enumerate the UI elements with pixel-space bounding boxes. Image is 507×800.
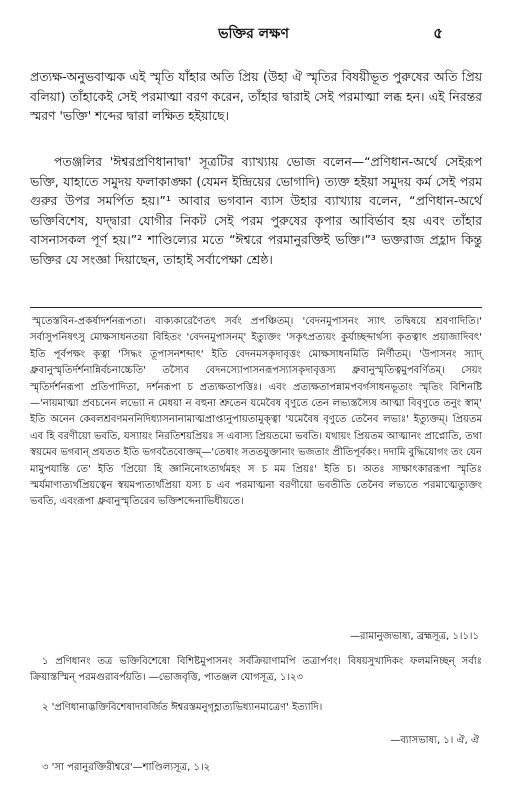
page-number: ৫ <box>433 24 443 42</box>
footnote-3: ৩ 'সা পরানুরক্তিরীশ্বরে'—শাণ্ডিল্যসূত্র, ১।২ <box>42 762 211 773</box>
body-paragraph-1: প্রত্যক্ষ-অনুভবাত্মক এই স্মৃতি যাঁহার অতি প্রিয় (উহা ঐ স্মৃতির বিষয়ীভূত পুরুষের অতি প্রিয় বলিয়া) তাঁহাকেই সেই পরমাত্মা বরণ করেন, তাঁহার দ্বারাই সেই পরমাত্মা লব্ধ হন। এই নিরন্তর স্মরণ 'ভক্তি' শব্দের দ্বারা লক্ষিত হইয়াছে। <box>30 69 482 124</box>
footnote-main: স্মৃতেস্তবিন-প্রকর্ষাদর্শনরূপতা। বাক্যকারেণৈতৎ সর্বং প্রপঞ্চিতম্। 'বেদনমুপাসনং স্যাৎ তদ্বিষয়ে শ্রবণাদিতি।' সর্বাসুপনিষৎসু মোক্ষসাধনতয়া বিহিতং 'বেদনমুপাসনম্' ইত্যুক্তং 'সকৃৎপ্রত্যয়ং কুর্যাচ্ছব্দার্থস্য কৃতত্বাৎ প্রয়াজাদিবৎ' ইতি পূর্বপক্ষং কৃত্বা 'সিদ্ধং তূপাসনশব্দাৎ' ইতি বেদনমসকৃদাবৃত্তং মোক্ষসাধনমিতি নির্ণীতম্। 'উপাসনং স্যাদ্ ধ্রুবানুস্মৃতির্দর্শনান্নির্বচনাচ্চেতি' তস্যৈব বেদনস্যোপাসনরূপস্যাসকৃদাবৃত্তস্য ধ্রুবানুস্মৃতিত্বমুপবর্ণিতম্। সেয়ং স্মৃতির্দর্শনরূপা প্রতিপাদিতা, দর্শনরূপা চ প্রত্যক্ষতাপত্তিঃ। এবং প্রত্যক্ষতাপন্নামপবর্গসাধনভূতাং স্মৃতিং বিশিনষ্টি—'নায়মাত্মা প্রবচনেন লভ্যো ন মেধয়া ন বহুনা শ্রুতেন যমেবৈষ বৃণুতে তেন লভ্যস্তস্যৈষ আত্মা বিবৃণুতে তনুং স্বাম্' ইতি অনেন কেবলশ্রবণমননিদিধ্যাসনানামাত্মপ্রাপ্ত্যনুপায়তামুক্ত্বা 'যমেবৈষ বৃণুতে তেনৈব লভ্যঃ' ইত্যুক্তম্। প্রিয়তম এব হি বরণীয়ো ভবতি, যস্যায়ং নিরতিশয়প্রিয়ঃ স এবাস্য প্রিয়তমো ভবতি। যথায়ং প্রিয়তম আত্মানং প্রাপ্নোতি, তথা স্বয়মেব ভগবান্ প্রযতত ইতি ভগবতৈবোক্তম্—'তেষাং সততযুক্তানাং ভজতাং প্রীতিপূর্বকং। দদামি বুদ্ধিযোগং তং যেন মামুপযান্তি তে' ইতি 'প্রিয়ো হি জ্ঞানিনোঽত্যর্থমহং স চ মম প্রিয়ঃ' ইতি চ। অতঃ সাক্ষাৎকাররূপা স্মৃতিঃ স্মর্যমাণাত্যর্থপ্রিয়ত্বেন স্বয়মপ্যত্যর্থপ্রিয়া যস্য চ এব পরমাত্মনা বরণীয়ো ভবতীতি তেনৈব লভ্যতে পরমাত্মেত্যুক্তং ভবতি, এবংরূপা ধ্রুবানুস্মৃতিরেব ভক্তিশব্দেনাভিধীয়তে। <box>30 316 482 508</box>
footnote-2: ২ 'প্রণিধানাদ্ভক্তিবিশেষাদাবর্জিত ঈশ্বরস্তমনুগৃহ্ণাত্যভিধ্যানমাত্রেণ' ইত্যাদি। <box>42 702 323 713</box>
footnote-main-citation: —রামানুজভাষ্য, ব্রহ্মসূত্র, ১।১।১ <box>349 631 479 642</box>
body-paragraph-2: পতঞ্জলির 'ঈশ্বরপ্রণিধানাদ্বা' সূত্রটির ব্যাখ্যায় ভোজ বলেন—“প্রণিধান-অর্থে সেইরূপ ভক্তি, যাহাতে সমুদয় ফলাকাঙ্ক্ষা (যেমন ইন্দ্রিয়ের ভোগাদি) ত্যক্ত হইয়া সমুদয় কর্ম সেই পরম গুরুর উপর সমর্পিত হয়।”¹ আবার ভগবান ব্যাস উহার ব্যাখ্যায় বলেন, “প্রণিধান-অর্থে ভক্তিবিশেষ, যদ্দ্বারা যোগীর নিকট সেই পরম পুরুষের কৃপার আবির্ভাব হয় এবং তাঁহার বাসনাসকল পূর্ণ হয়।”² শাণ্ডিল্যের মতে “ঈশ্বরে পরমানুরক্তিই ভক্তি।”³ ভক্তরাজ প্রহ্লাদ কিন্তু ভক্তির যে সংজ্ঞা দিয়াছেন, তাহাই সর্বাপেক্ষা শ্রেষ্ঠ। <box>30 154 482 267</box>
footnote-divider <box>30 307 482 308</box>
footnote-1: ১ প্রণিধানং তত্র ভক্তিবিশেষো বিশিষ্টমুপাসনং সর্বক্রিয়াণামপি তত্রার্পণং। বিষয়সুখাদিকং ফলমনিচ্ছন্ সর্বাঃ ক্রিয়াস্তস্মিন্ পরমগুরাবর্পয়তি। —ভোজবৃত্তি, পাতঞ্জল যোগসূত্র, ১।২৩ <box>30 656 482 684</box>
footnote-2-citation: —ব্যাসভাষ্য, ১। ঐ, ঐ <box>390 735 479 746</box>
page-header <box>0 22 507 44</box>
running-title: ভক্তির লক্ষণ <box>218 26 289 42</box>
